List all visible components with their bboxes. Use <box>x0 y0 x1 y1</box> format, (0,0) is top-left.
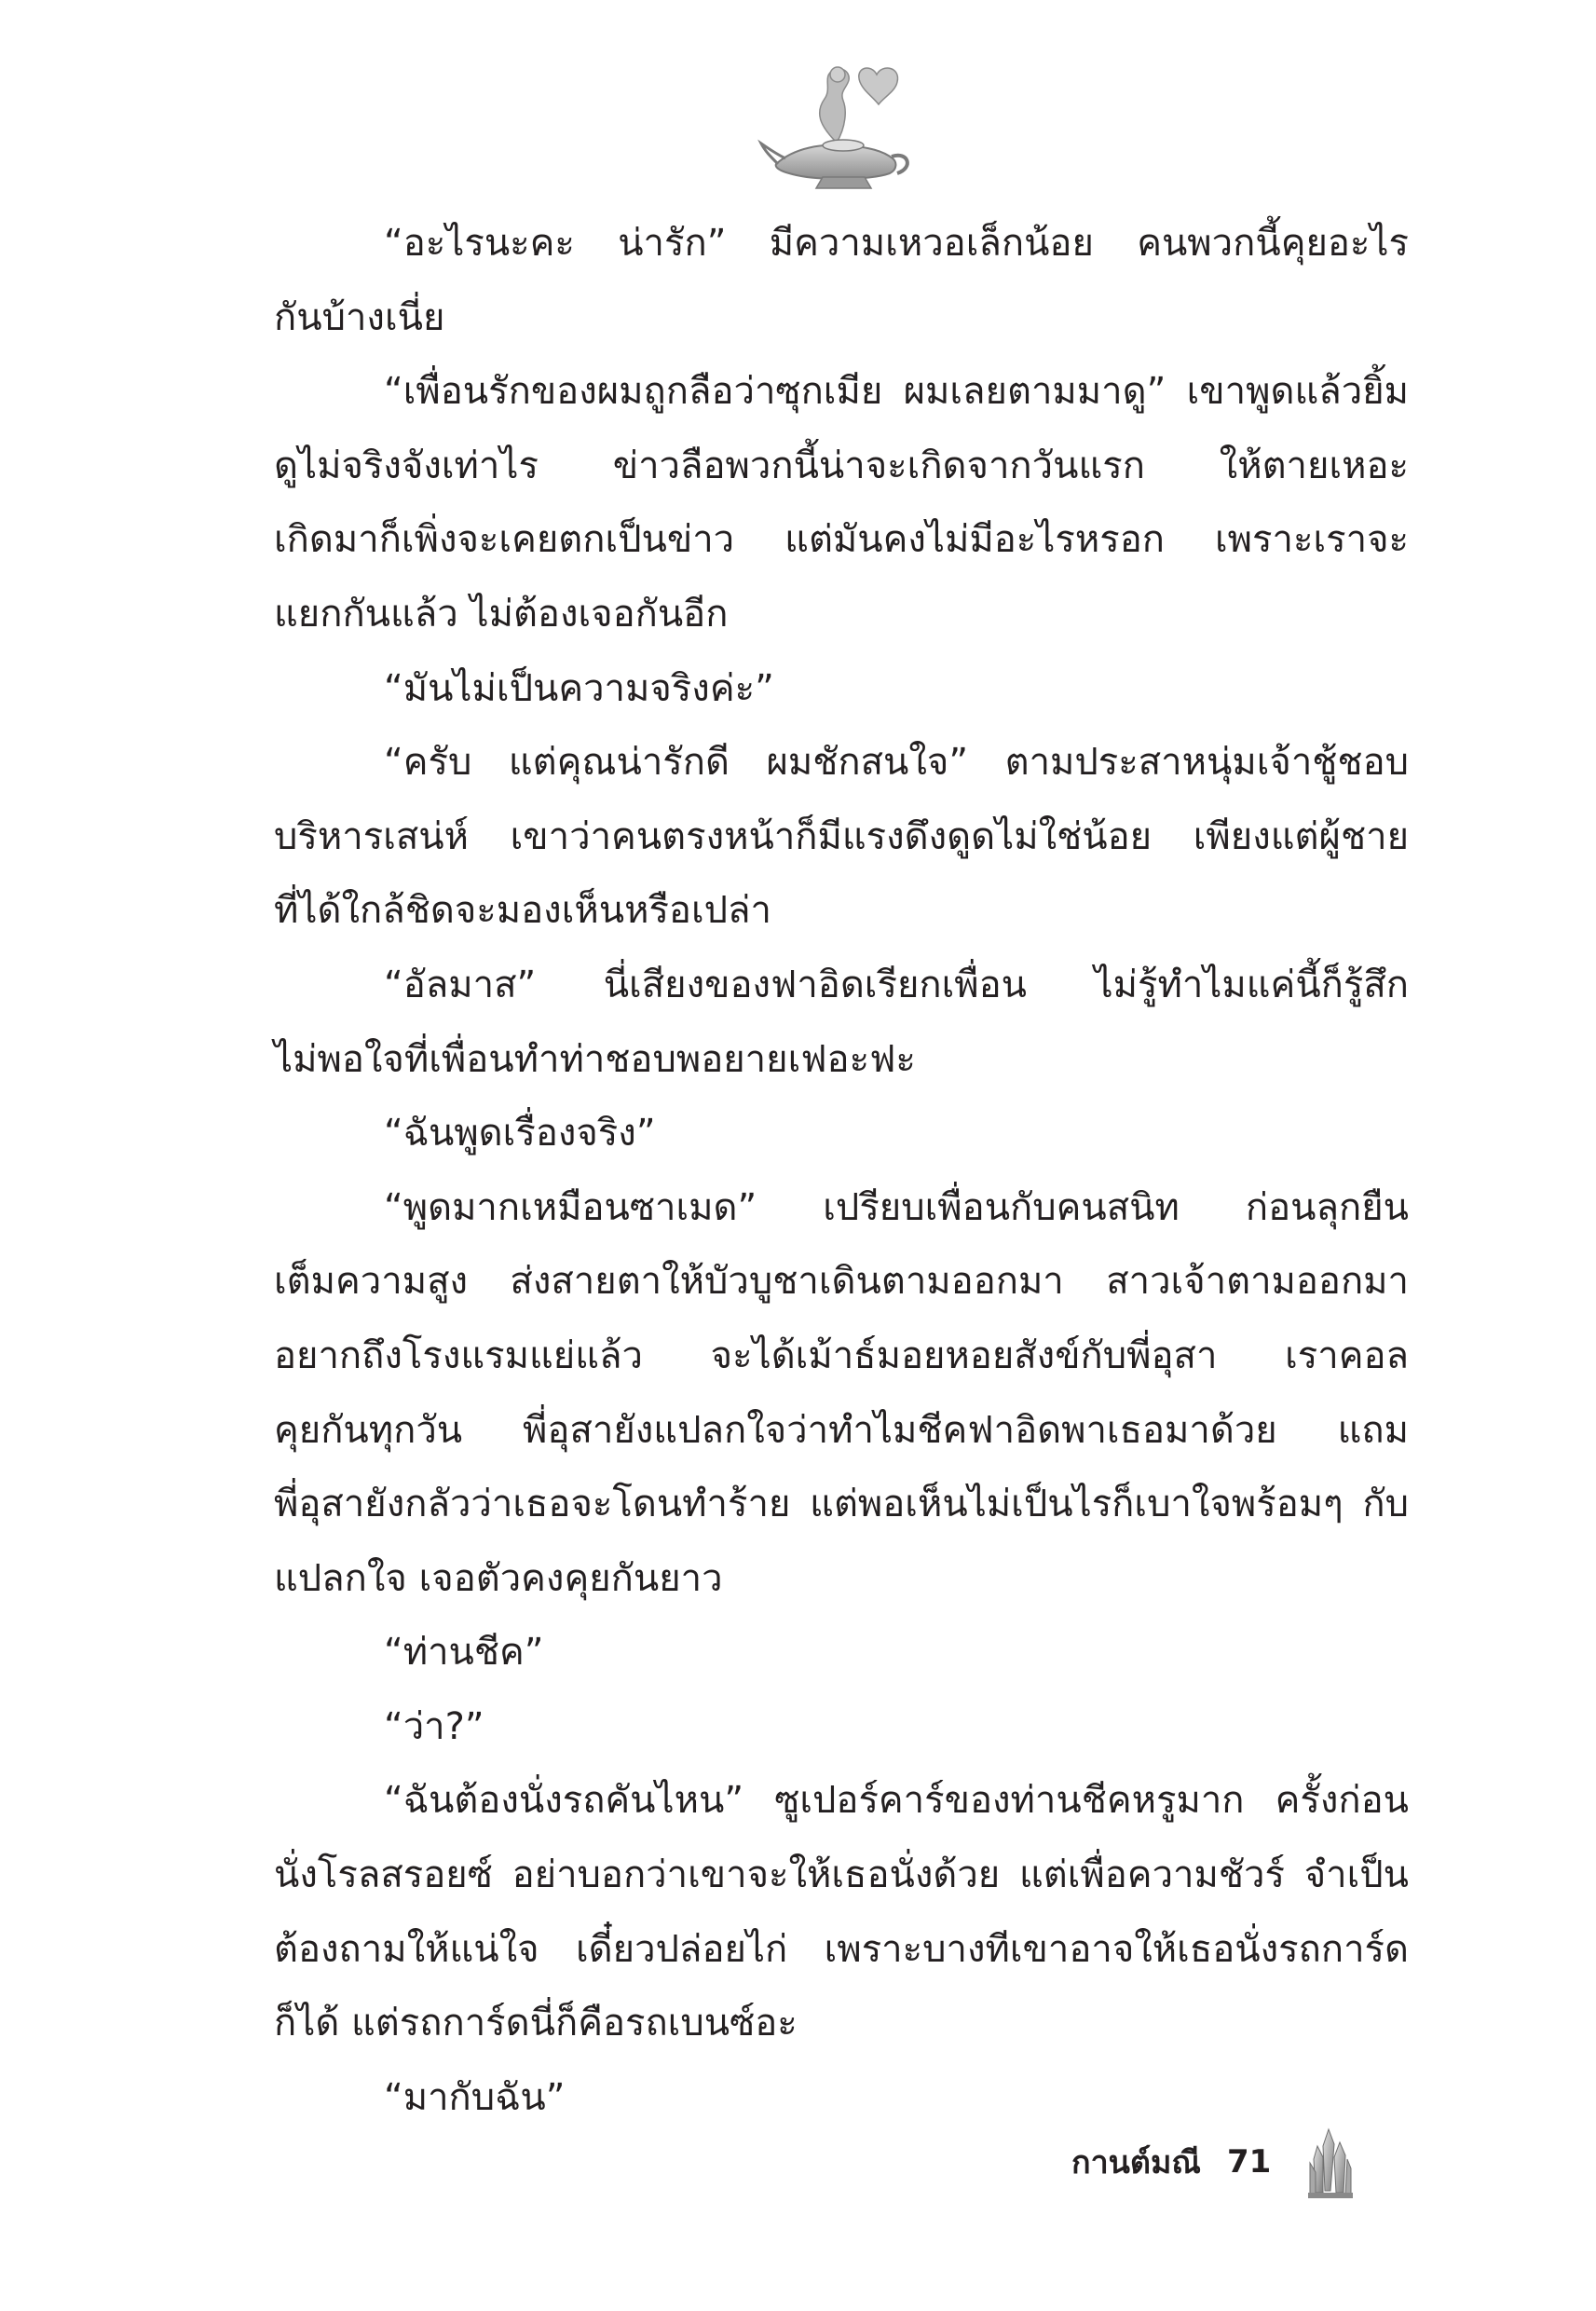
text-line: “ครับ แต่คุณน่ารักดี ผมชักสนใจ” ตามประสาหนุ่มเจ้าชู้ชอบ <box>384 741 1409 785</box>
text-line: อยากถึงโรงแรมแย่แล้ว จะได้เม้าธ์มอยหอยสังข์กับพี่อุสา เราคอล <box>274 1333 1409 1377</box>
text-line: ดูไม่จริงจังเท่าไร ข่าวลือพวกนี้น่าจะเกิดจากวันแรก ให้ตายเหอะ <box>274 444 1409 487</box>
text-line: แยกกันแล้ว ไม่ต้องเจอกันอีก <box>274 592 729 636</box>
text-line: “ท่านชีค” <box>384 1631 544 1675</box>
book-title: กานต์มณี <box>1071 2144 1201 2181</box>
page-number: 71 <box>1226 2143 1272 2181</box>
page-footer <box>1071 2129 1353 2195</box>
text-line: “ฉันต้องนั่งรถคันไหน” ซูเปอร์คาร์ของท่านชีคหรูมาก ครั้งก่อน <box>384 1779 1409 1823</box>
text-line: “อัลมาส” นี่เสียงของฟาอิดเรียกเพื่อน ไม่รู้ทำไมแค่นี้ก็รู้สึก <box>384 963 1409 1006</box>
text-line: ต้องถามให้แน่ใจ เดี๋ยวปล่อยไก่ เพราะบางทีเขาอาจให้เธอนั่งรถการ์ด <box>274 1927 1409 1971</box>
text-line: นั่งโรลสรอยซ์ อย่าบอกว่าเขาจะให้เธอนั่งด้วย แต่เพื่อความชัวร์ จำเป็น <box>274 1853 1409 1897</box>
text-line: เต็มความสูง ส่งสายตาให้บัวบูชาเดินตามออกมา สาวเจ้าตามออกมา <box>274 1260 1409 1304</box>
genie-lamp-icon <box>757 54 916 194</box>
text-line: ไม่พอใจที่เพื่อนทำท่าชอบพอยายเฟอะฟะ <box>274 1037 916 1081</box>
chapter-text <box>274 207 1409 2135</box>
text-line: “อะไรนะคะ น่ารัก” มีความเหวอเล็กน้อย คนพวกนี้คุยอะไร <box>384 222 1409 265</box>
text-line: กันบ้างเนี่ย <box>274 295 445 339</box>
text-line: “พูดมากเหมือนซาเมด” เปรียบเพื่อนกับคนสนิท ก่อนลุกยืน <box>384 1185 1409 1229</box>
text-line: “ฉันพูดเรื่องจริง” <box>384 1112 656 1156</box>
text-line: คุยกันทุกวัน พี่อุสายังแปลกใจว่าทำไมชีคฟาอิดพาเธอมาด้วย แถม <box>274 1408 1409 1452</box>
text-line: แปลกใจ เจอตัวคงคุยกันยาว <box>274 1556 723 1600</box>
text-line: “เพื่อนรักของผมถูกลือว่าซุกเมีย ผมเลยตามมาดู” เขาพูดแล้วยิ้ม <box>384 370 1409 414</box>
text-line: “มากับฉัน” <box>384 2075 566 2119</box>
text-line: พี่อุสายังกลัวว่าเธอจะโดนทำร้าย แต่พอเห็นไม่เป็นไรก็เบาใจพร้อมๆ กับ <box>274 1483 1409 1526</box>
text-line: “มันไม่เป็นความจริงค่ะ” <box>384 666 774 710</box>
text-line: ก็ได้ แต่รถการ์ดนี่ก็คือรถเบนซ์อะ <box>274 2002 798 2045</box>
text-line: ที่ได้ใกล้ชิดจะมองเห็นหรือเปล่า <box>274 889 771 933</box>
crystal-icon <box>1308 2126 1353 2198</box>
text-line: “ว่า?” <box>384 1704 484 1748</box>
text-line: เกิดมาก็เพิ่งจะเคยตกเป็นข่าว แต่มันคงไม่มีอะไรหรอก เพราะเราจะ <box>274 518 1409 562</box>
text-line: บริหารเสน่ห์ เขาว่าคนตรงหน้าก็มีแรงดึงดูดไม่ใช่น้อย เพียงแต่ผู้ชาย <box>274 814 1409 858</box>
